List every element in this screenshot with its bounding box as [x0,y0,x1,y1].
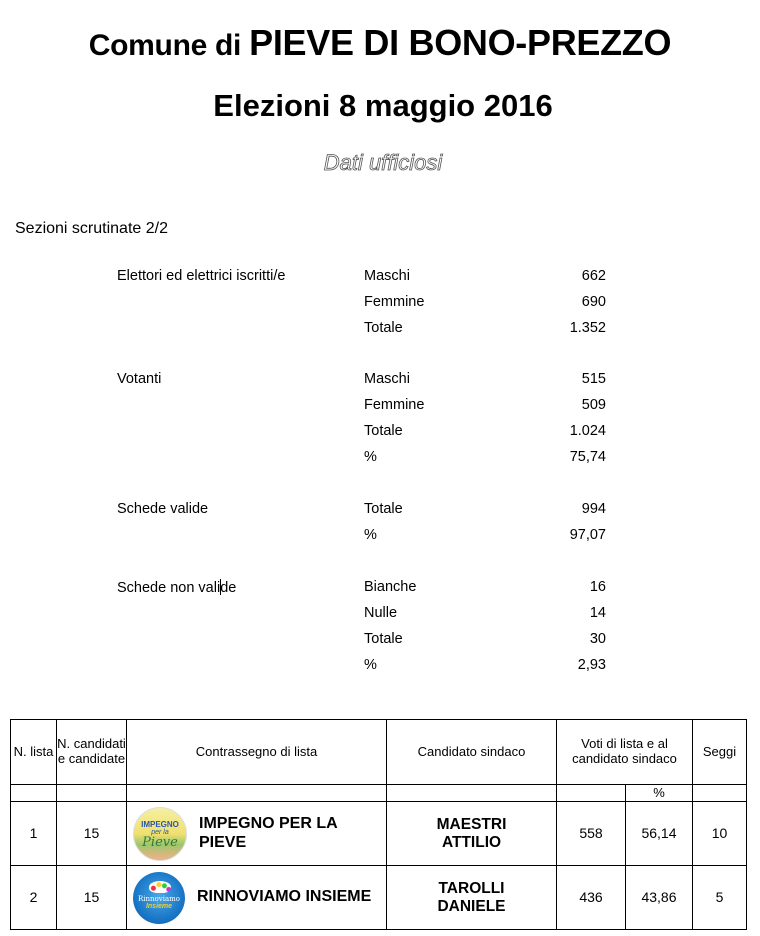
list-number: 1 [11,802,57,866]
votes: 436 [557,866,626,930]
stat-value: 75,74 [569,449,606,465]
table-row [11,802,747,866]
seats: 10 [693,802,747,866]
candidate-surname: MAESTRI [436,815,507,833]
stat-value: 2,93 [577,657,606,673]
logo-text: Insieme [145,902,173,910]
stat-value: 1.352 [569,320,606,336]
votes: 558 [557,802,626,866]
mayor-candidate [387,802,557,866]
stat-value: 515 [581,371,606,387]
seats: 5 [693,866,747,930]
stat-row [0,605,760,625]
stat-row [0,657,760,677]
stat-label: Maschi [364,268,410,284]
empty-cell [127,785,387,802]
logo-text: per la [151,828,169,836]
stat-value: 30 [589,631,606,647]
stat-label: Totale [364,320,403,336]
stat-group-label: Elettori ed elettrici iscritti/e [117,268,286,284]
data-status: Dati ufficiosi [323,150,443,175]
title-prefix: Comune di [88,29,250,62]
stat-label: Maschi [364,371,410,387]
stat-row [0,579,760,599]
results-table [10,719,747,930]
stat-row [0,501,760,521]
page-title [0,22,760,64]
stat-group-label-part: Schede non vali [117,580,221,596]
stat-value: 662 [581,268,606,284]
stat-row [0,449,760,469]
stat-group-label-part: de [220,580,237,596]
stat-value: 1.024 [569,423,606,439]
votes-pct: 43,86 [626,866,693,930]
table-row [11,866,747,930]
empty-cell [693,785,747,802]
stat-label: % [364,449,377,465]
stat-group-label: Schede valide [117,501,209,517]
candidates-count: 15 [57,866,127,930]
list-number: 2 [11,866,57,930]
header-n-lista: N. lista [11,720,57,785]
stat-label: Totale [364,631,403,647]
candidate-surname: TAROLLI [438,879,505,897]
header-n-candidati: N. candidati e candidate [57,720,127,785]
stat-value: 690 [581,294,606,310]
list-name: RINNOVIAMO INSIEME [197,888,372,906]
stat-label: Femmine [364,397,425,413]
empty-cell [11,785,57,802]
stat-label: % [364,657,377,673]
candidates-count: 15 [57,802,127,866]
candidate-firstname: DANIELE [437,897,506,915]
municipality-name: PIEVE DI BONO-PREZZO [249,22,672,63]
stat-value: 14 [589,605,606,621]
stat-label: Nulle [364,605,398,621]
list-emblem-cell [127,802,387,866]
stat-value: 97,07 [569,527,606,543]
logo-text: Rinnoviamo [138,894,180,903]
stat-row [0,527,760,547]
mayor-candidate [387,866,557,930]
logo-text: IMPEGNO [141,819,179,829]
stat-row [0,423,760,443]
logo-text: Pieve [142,834,178,850]
list-name: IMPEGNO PER LA PIEVE [199,815,338,851]
header-contrassegno: Contrassegno di lista [127,720,387,785]
impegno-logo-icon [133,807,187,861]
header-seggi: Seggi [693,720,747,785]
candidate-firstname: ATTILIO [441,833,502,851]
stat-label: Totale [364,423,403,439]
list-emblem-cell [127,866,387,930]
stat-label: Bianche [364,579,417,595]
stat-row [0,268,760,288]
votes-pct: 56,14 [626,802,693,866]
stat-group-label [117,579,236,596]
empty-cell [557,785,626,802]
palette-icon [149,881,171,893]
stat-value: 509 [581,397,606,413]
header-pct: % [626,785,693,802]
stat-label: Totale [364,501,403,517]
stat-row [0,320,760,340]
stat-value: 16 [589,579,606,595]
sections-counted: Sezioni scrutinate 2/2 [15,220,168,237]
header-candidato-sindaco: Candidato sindaco [387,720,557,785]
empty-cell [387,785,557,802]
empty-cell [57,785,127,802]
header-voti: Voti di lista e al candidato sindaco [557,720,693,785]
stat-row [0,294,760,314]
table-subheader-row [11,785,747,802]
stat-row [0,631,760,651]
stat-label: Femmine [364,294,425,310]
table-header-row [11,720,747,785]
stat-row [0,371,760,391]
stat-value: 994 [581,501,606,517]
stat-row [0,397,760,417]
rinnoviamo-logo-icon [133,872,185,924]
stat-label: % [364,527,377,543]
stat-group-label: Votanti [117,371,162,387]
election-title: Elezioni 8 maggio 2016 [213,88,553,123]
